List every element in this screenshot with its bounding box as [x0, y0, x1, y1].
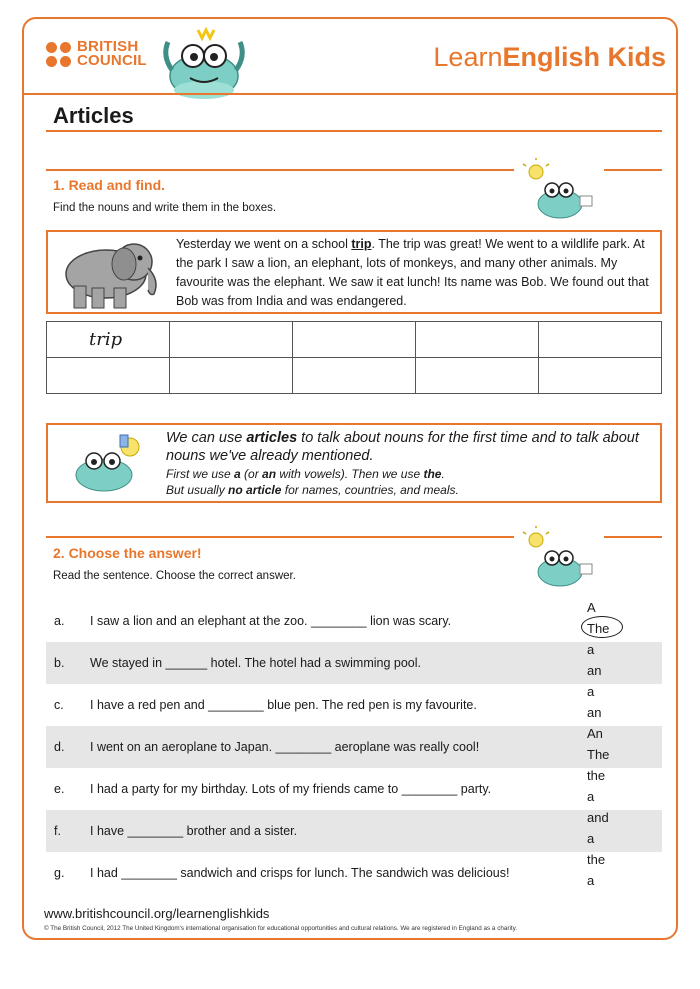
question-text: We stayed in ______ hotel. The hotel had a swimming pool. — [90, 656, 421, 670]
answer-option[interactable]: A — [587, 600, 596, 615]
british-council-logo — [46, 40, 147, 68]
answer-cell[interactable] — [170, 322, 293, 358]
monster-mascot-icon — [158, 26, 250, 102]
noun-answer-grid — [46, 321, 662, 394]
answer-option[interactable]: an — [587, 663, 602, 678]
answer-option[interactable]: a — [587, 831, 595, 846]
answer-option[interactable]: a — [587, 684, 595, 699]
question-row — [46, 768, 662, 810]
logo-dots-icon — [46, 42, 71, 67]
question-row — [46, 852, 662, 894]
example-noun: trip — [351, 237, 372, 251]
section1-rule-right — [604, 169, 662, 171]
answer-cell[interactable] — [170, 358, 293, 394]
answer-option[interactable]: a — [587, 642, 595, 657]
answer-cell[interactable] — [416, 322, 539, 358]
answer-cell[interactable] — [293, 358, 416, 394]
header-divider — [22, 93, 678, 95]
section1-rule — [46, 169, 514, 171]
answer-cell[interactable] — [416, 358, 539, 394]
question-row — [46, 684, 662, 726]
section2-rule — [46, 536, 514, 538]
question-text: I had ________ sandwich and crisps for lunch. The sandwich was delicious! — [90, 866, 510, 880]
tip-main-text: We can use articles to talk about nouns for the first time and to talk about nouns we've already mentioned. — [166, 430, 639, 464]
answer-cell[interactable] — [539, 322, 662, 358]
answer-cell[interactable] — [539, 358, 662, 394]
footer-legal-text: © The British Council, 2012 The United Kingdom's international organisation for educational opportunities and cultural relations. We are registered in England as a charity. — [44, 925, 518, 932]
logo-line2: COUNCIL — [77, 52, 147, 69]
question-row — [46, 726, 662, 768]
question-letter: d. — [54, 740, 65, 754]
section1-instruction: Find the nouns and write them in the boxes. — [53, 202, 277, 214]
answer-cell[interactable] — [47, 358, 170, 394]
learnenglish-kids-logo: LearnEnglish Kids — [433, 42, 666, 72]
answer-option[interactable]: the — [587, 852, 606, 867]
answer-option[interactable]: a — [587, 789, 595, 804]
question-letter: b. — [54, 656, 65, 670]
lightbulb-monster-icon — [522, 158, 598, 222]
question-row — [46, 810, 662, 852]
answer-option[interactable]: an — [587, 705, 602, 720]
grammar-tip-box — [46, 423, 662, 503]
footer-url[interactable]: www.britishcouncil.org/learnenglishkids — [44, 906, 270, 921]
section2-instruction: Read the sentence. Choose the correct answer. — [53, 570, 296, 582]
question-letter: g. — [54, 866, 65, 880]
section2-title: 2. Choose the answer! — [53, 545, 202, 561]
question-letter: e. — [54, 782, 65, 796]
answer-option[interactable]: a — [587, 873, 595, 888]
question-row — [46, 642, 662, 684]
question-text: I saw a lion and an elephant at the zoo. ________ lion was scary. — [90, 614, 452, 628]
answer-option[interactable]: The — [587, 747, 610, 762]
question-letter: a. — [54, 614, 65, 628]
story-box — [46, 230, 662, 314]
question-text: I have a red pen and ________ blue pen. The red pen is my favourite. — [90, 698, 477, 712]
section2-rule-right — [604, 536, 662, 538]
table-row — [47, 322, 662, 358]
answer-cell[interactable] — [293, 322, 416, 358]
logo-line1: BRITISH — [77, 38, 139, 55]
tip-exception-line: But usually no article for names, countries, and meals. — [166, 483, 459, 497]
tip-rule-line: First we use a (or an with vowels). Then we use the. — [166, 467, 445, 481]
answer-option[interactable]: the — [587, 768, 606, 783]
thinking-monster-icon — [68, 431, 152, 495]
title-underline — [46, 130, 662, 132]
question-text: I went on an aeroplane to Japan. ________ aeroplane was really cool! — [90, 740, 480, 754]
answer-option[interactable]: An — [587, 726, 603, 741]
answer-option[interactable]: The — [587, 621, 610, 636]
table-row — [47, 358, 662, 394]
question-row — [46, 600, 662, 642]
question-letter: c. — [54, 698, 64, 712]
question-letter: f. — [54, 824, 61, 838]
lightbulb-monster-icon — [522, 526, 598, 590]
selected-answer-circle — [581, 616, 623, 638]
answer-option[interactable]: and — [587, 810, 609, 825]
section1-title: 1. Read and find. — [53, 177, 166, 193]
question-text: I have ________ brother and a sister. — [90, 824, 298, 838]
elephant-icon — [54, 236, 166, 310]
answer-cell[interactable]: trip — [47, 322, 170, 358]
story-text: Yesterday we went on a school trip. The trip was great! We went to a wildlife park. At the park I saw a lion, an elephant, lots of monkeys, and many other animals. My favourite was the elephant. We saw it eat lunch! Its name was Bob. We found out that Bob was from India and was endangered. — [176, 237, 649, 308]
question-text: I had a party for my birthday. Lots of my friends came to ________ party. — [90, 782, 492, 796]
page-title: Articles — [53, 103, 134, 128]
